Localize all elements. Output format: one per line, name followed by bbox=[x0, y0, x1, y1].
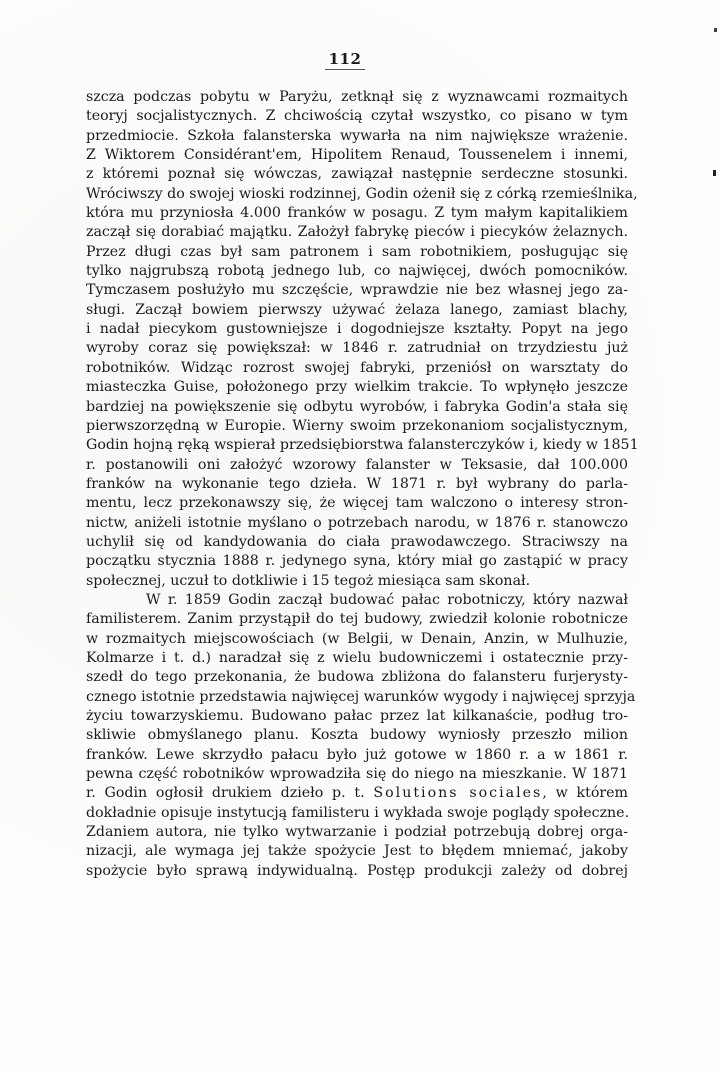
text-line: i nadał piecykom gustowniejsze i dogodniejsze kształty. Popyt na jego bbox=[86, 321, 628, 338]
text-line: sługi. Zaczął bowiem pierwszy używać żelaza lanego, zamiast blachy, bbox=[86, 301, 628, 318]
text-line: teoryj socjalistycznych. Z chciwością czytał wszystko, co pisano w tym bbox=[86, 108, 628, 125]
text-line: franków. Lewe skrzydło pałacu było już gotowe w 1860 r. a w 1861 r. bbox=[86, 746, 628, 763]
text-line: z któremi poznał się wówczas, zawiązał następnie serdeczne stosunki. bbox=[86, 166, 628, 183]
text-line: Zdaniem autora, nie tylko wytwarzanie i podział potrzebują dobrej orga- bbox=[86, 824, 628, 841]
text-segment: , w którem bbox=[542, 785, 628, 802]
text-line: społecznej, uczuł to dotkliwie i 15 tegoż miesiąca sam skonał. bbox=[86, 572, 531, 589]
text-line: pierwszorzędną w Europie. Wierny swoim przekonaniom socjalistycznym, bbox=[86, 417, 628, 434]
text-line: Tymczasem posłużyło mu szczęście, wprawdzie nie bez własnej jego za- bbox=[86, 282, 628, 299]
text-line: dokładnie opisuje instytucją familisteru i wykłada swoje poglądy społeczne. bbox=[86, 804, 630, 821]
text-line: przedmiocie. Szkoła falansterska wywarła na nim największe wrażenie. bbox=[86, 127, 628, 144]
text-line: familisterem. Zanim przystąpił do tej budowy, zwiedził kolonie robotnicze bbox=[86, 611, 628, 628]
text-line: Z Wiktorem Considérant'em, Hipolitem Renaud, Toussenelem i innemi, bbox=[86, 147, 628, 164]
text-line: Godin hojną ręką wspierał przedsiębiorstwa falansterczyków i, kiedy w 1851 bbox=[86, 437, 639, 454]
text-line: szedł do tego przekonania, że budowa zbliżona do falansteru furjerysty- bbox=[86, 669, 628, 686]
margin-mark bbox=[714, 28, 717, 32]
text-line: bardziej na powiększenie się odbytu wyrobów, i fabryka Godin'a stała się bbox=[86, 398, 628, 415]
margin-mark bbox=[713, 170, 716, 176]
text-line: Wróciwszy do swojej wioski rodzinnej, Godin ożenił się z córką rzemieślnika, bbox=[86, 185, 638, 202]
text-line: robotników. Widząc rozrost swojej fabryki, przeniósł on warsztaty do bbox=[86, 359, 628, 376]
text-line: początku stycznia 1888 r. jedynego syna, który miał go zastąpić w pracy bbox=[86, 553, 628, 570]
text-line: tylko najgrubszą robotą jednego lub, co najwięcej, dwóch pomocników. bbox=[86, 263, 628, 280]
text-line: pewna część robotników wprowadziła się do niego na mieszkanie. W 1871 bbox=[86, 766, 628, 783]
text-line: życiu towarzyskiemu. Budowano pałac przez lat kilkanaście, podług tro- bbox=[86, 708, 628, 724]
text-line: wyroby coraz się powiększał: w 1846 r. zatrudniał on trzydziestu już bbox=[86, 340, 628, 357]
text-line: Przez długi czas był sam patronem i sam robotnikiem, posługując się bbox=[86, 243, 628, 260]
text-line: r. postanowili oni założyć wzorowy falanster w Teksasie, dał 100.000 bbox=[86, 456, 628, 473]
text-line: zaczął się dorabiać majątku. Założył fabrykę pieców i piecyków żelaznych. bbox=[86, 224, 628, 241]
text-line: skliwie obmyślanego planu. Koszta budowy wyniosły przeszło milion bbox=[86, 727, 628, 744]
page-number-text: 112 bbox=[325, 50, 366, 70]
text-line: spożycie było sprawą indywidualną. Postęp produkcji zależy od dobrej bbox=[86, 862, 628, 879]
text-line: Kolmarze i t. d.) naradzał się z wielu budowniczemi i ostatecznie przy- bbox=[86, 649, 628, 666]
text-line: która mu przyniosła 4.000 franków w posagu. Z tym małym kapitalikiem bbox=[86, 205, 628, 222]
text-line: w rozmaitych miejscowościach (w Belgii, w Denain, Anzin, w Mulhuzie, bbox=[86, 630, 628, 647]
text-line: szcza podczas pobytu w Paryżu, zetknął się z wyznawcami rozmaitych bbox=[86, 89, 628, 105]
text-line: cznego istotnie przedstawia najwięcej warunków wygody i najwięcej sprzyja bbox=[86, 688, 636, 705]
text-line: uchylił się od kandydowania do ciała prawodawczego. Straciwszy na bbox=[86, 533, 628, 550]
text-line: mentu, lecz przekonawszy się, że więcej tam walczono o interesy stron- bbox=[86, 495, 628, 512]
page-number bbox=[0, 50, 690, 70]
text-line: W r. 1859 Godin zaczął budować pałac robotniczy, który nazwał bbox=[146, 591, 628, 608]
text-line: miasteczka Guise, położonego przy wielkim trakcie. To wpłynęło jeszcze bbox=[86, 379, 628, 396]
body-text bbox=[86, 88, 639, 881]
text-line-with-title bbox=[86, 784, 628, 803]
book-title: Solutions sociales bbox=[373, 785, 543, 802]
text-segment: r. Godin ogłosił drukiem dzieło p. t. bbox=[86, 785, 365, 802]
text-line: nictw, aniżeli istotnie myślano o potrzebach narodu, w 1876 r. stanowczo bbox=[86, 514, 628, 531]
text-line: franków na wykonanie tego dzieła. W 1871 r. był wybrany do parla- bbox=[86, 475, 628, 492]
text-line: nizacji, ale wymaga jej także spożycie Jest to błędem mniemać, jakoby bbox=[86, 843, 628, 860]
